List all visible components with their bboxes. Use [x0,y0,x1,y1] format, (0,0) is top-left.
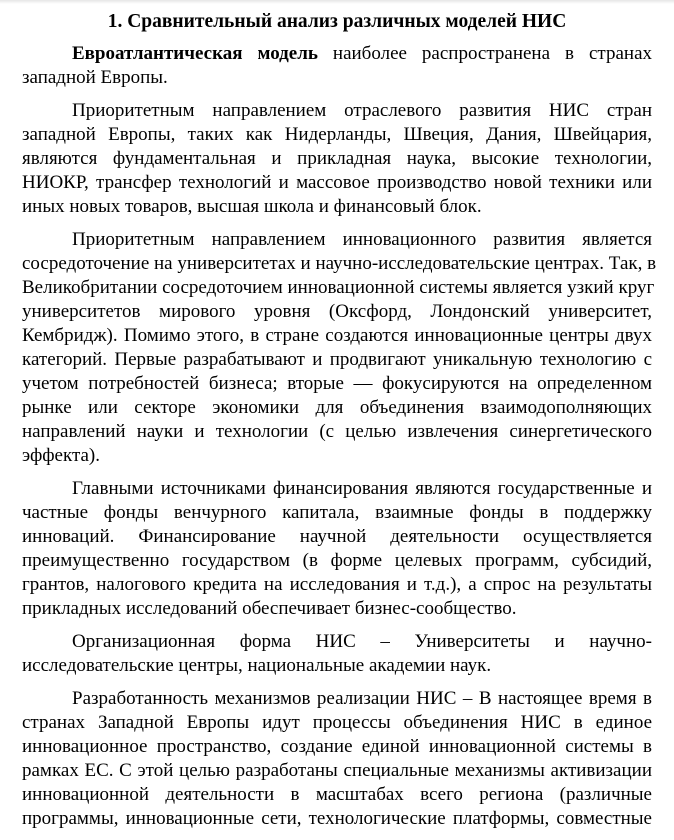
document-page [22,9,657,840]
paragraph [22,228,657,468]
paragraph-line: рынке или секторе экономики для объединения взаимодополняющих [22,397,652,418]
paragraph-line: категорий. Первые разрабатывают и продвигают уникальную технологию с [22,349,652,370]
paragraph-line: учетом потребностей бизнеса; вторые — фокусируются на определенном [22,373,652,394]
paragraph [22,99,652,219]
paragraph-line: инновационное пространство, создание единой инновационной системы в [22,736,652,757]
paragraph [22,477,652,621]
paragraph [22,687,652,831]
paragraph-line: направлений науки и технологии (с целью извлечения синергетического [22,421,652,442]
paragraph-line: Разработанность механизмов реализации НИС – В настоящее время в [72,688,652,709]
paragraph-line: Великобритании сосредоточием инновационной системы является узкий круг [22,277,655,298]
paragraph-line: рамках ЕС. С этой целью разработаны специальные механизмы активизации [22,760,652,781]
paragraph-line: Кембридж). Помимо этого, в стране создаются инновационные центры двух [22,325,652,346]
paragraph-line: инноваций. Финансирование научной деятельности осуществляется [22,526,652,547]
paragraph [22,630,652,678]
section-title: 1. Сравнительный анализ различных моделей НИС [107,11,567,32]
paragraph-line: Приоритетным направлением отраслевого развития НИС стран [72,100,652,121]
paragraph-line: инновационной деятельности в масштабах всего региона (различные [22,784,652,805]
paragraph-line: университетов мирового уровня (Оксфорд, Лондонский университет, [22,301,652,322]
paragraph-line: сосредоточение на университетах и научно-исследовательские центрах. Так, в [22,253,657,274]
viewer-top-edge [0,0,674,4]
paragraph-line: программы, инновационные сети, технологические платформы, совместные [22,808,652,829]
paragraph-line: западной Европы. [22,67,168,88]
paragraph-line: странах Западной Европы идут процессы объединения НИС в единое [22,712,652,733]
paragraph-line: являются фундаментальная и прикладная наука, высокие технологии, [22,148,652,169]
paragraph-line: иных новых товаров, высшая школа и финансовый блок. [22,196,482,217]
paragraph-line: Приоритетным направлением инновационного развития является [72,229,652,250]
paragraph-line: исследовательские центры, национальные академии наук. [22,655,492,676]
paragraph-line: Организационная форма НИС – Университеты и научно- [72,631,652,652]
paragraph-line: грантов, налогового кредита на исследования и т.д.), а спрос на результаты [22,574,652,595]
intro-text: наиболее распространена в странах [317,43,652,64]
paragraph-line: прикладных исследований обеспечивает бизнес-сообщество. [22,598,517,619]
paragraph-intro [22,42,652,90]
paragraph-line: частные фонды венчурного капитала, взаимные фонды в поддержку [22,502,652,523]
paragraph-line: эффекта). [22,445,101,466]
bold-term: Евроатлантическая модель [72,43,318,64]
paragraph-line: НИОКР, трансфер технологий и массовое производство новой техники или [22,172,652,193]
paragraph-line: преимущественно государством (в форме целевых программ, субсидий, [22,550,652,571]
paragraph-line: западной Европы, таких как Нидерланды, Швеция, Дания, Швейцария, [22,124,652,145]
paragraph-line: Главными источниками финансирования являются государственные и [72,478,652,499]
paragraph-line [22,42,652,66]
